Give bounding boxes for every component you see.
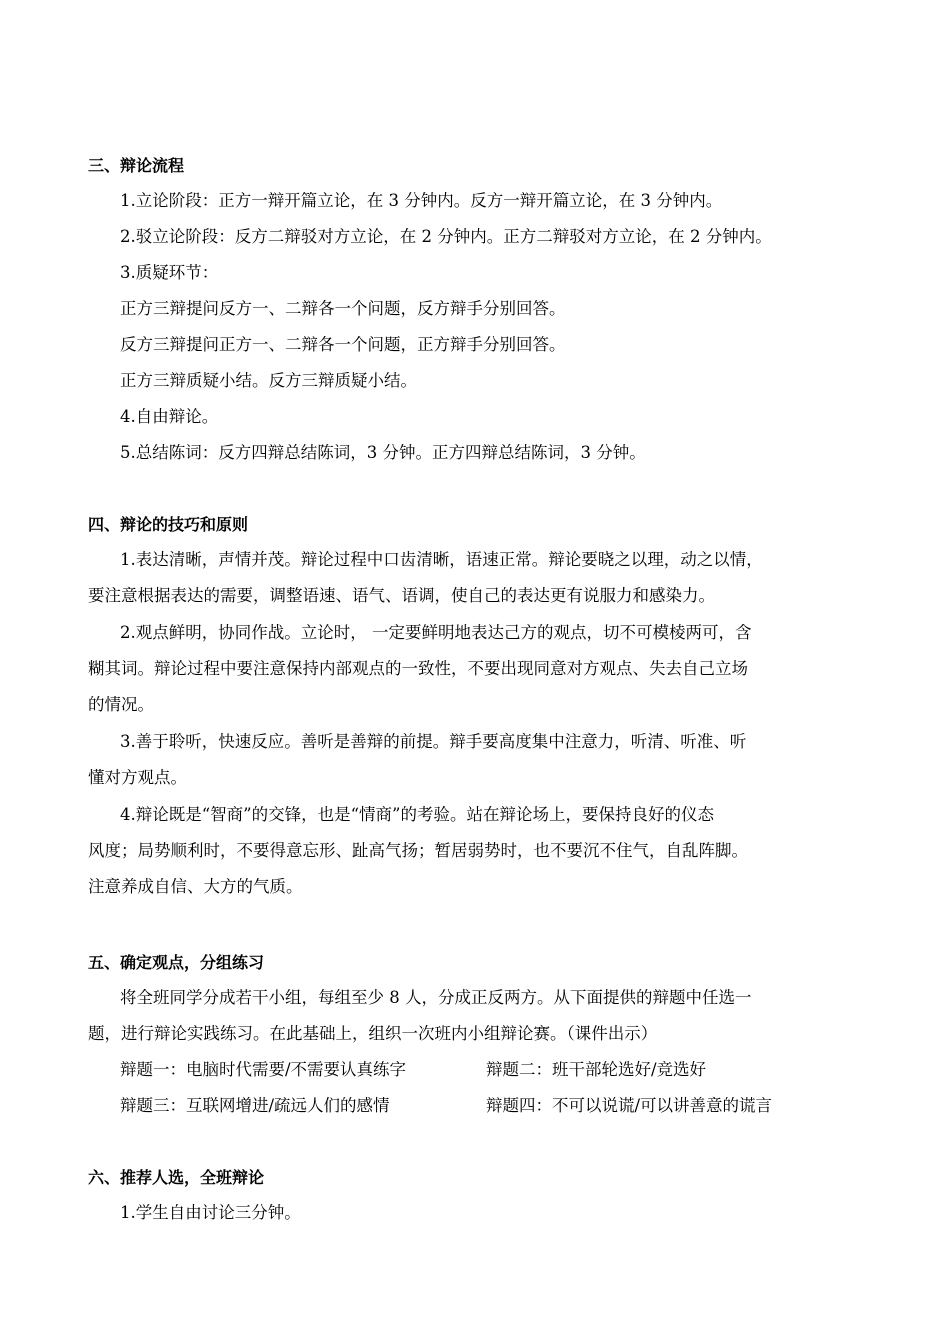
paragraph-line: 1.立论阶段：正方一辩开篇立论，在 3 分钟内。反方一辩开篇立论，在 3 分钟内。 <box>120 191 723 210</box>
paragraph-line: 注意养成自信、大方的气质。 <box>88 877 303 896</box>
debate-topic-3: 辩题三：互联网增进/疏远人们的感情 <box>120 1096 390 1115</box>
debate-topic-4: 辩题四：不可以说谎/可以讲善意的谎言 <box>486 1096 773 1115</box>
paragraph-line: 将全班同学分成若干小组，每组至少 8 人，分成正反两方。从下面提供的辩题中任选一 <box>120 988 752 1007</box>
paragraph-line: 2.驳立论阶段：反方二辩驳对方立论，在 2 分钟内。正方二辩驳对方立论，在 2 分钟内。 <box>120 227 772 246</box>
paragraph-line: 要注意根据表达的需要，调整语速、语气、语调，使自己的表达更有说服力和感染力。 <box>88 586 715 605</box>
paragraph-line: 3.质疑环节： <box>120 263 219 282</box>
section-heading-debate-process: 三、辩论流程 <box>88 156 185 175</box>
paragraph-line: 5.总结陈词：反方四辩总结陈词，3 分钟。正方四辩总结陈词，3 分钟。 <box>120 443 646 462</box>
section-heading-class-debate: 六、推荐人选，全班辩论 <box>88 1168 265 1187</box>
paragraph-line: 正方三辩提问反方一、二辩各一个问题，反方辩手分别回答。 <box>120 299 566 318</box>
paragraph-line: 4.辩论既是“智商”的交锋，也是“情商”的考验。站在辩论场上，要保持良好的仪态 <box>120 805 714 824</box>
paragraph-line: 糊其词。辩论过程中要注意保持内部观点的一致性，不要出现同意对方观点、失去自己立场 <box>88 659 748 678</box>
paragraph-line: 2.观点鲜明，协同作战。立论时， 一定要鲜明地表达己方的观点，切不可模棱两可，含 <box>120 623 752 642</box>
paragraph-line: 1.学生自由讨论三分钟。 <box>120 1203 301 1222</box>
paragraph-line: 懂对方观点。 <box>88 768 187 787</box>
debate-topic-1: 辩题一：电脑时代需要/不需要认真练字 <box>120 1060 407 1079</box>
debate-topic-2: 辩题二：班干部轮选好/竞选好 <box>486 1060 707 1079</box>
paragraph-line: 3.善于聆听，快速反应。善听是善辩的前提。辩手要高度集中注意力，听清、听准、听 <box>120 732 747 751</box>
section-heading-skills-principles: 四、辩论的技巧和原则 <box>88 515 249 534</box>
paragraph-line: 正方三辩质疑小结。反方三辩质疑小结。 <box>120 371 417 390</box>
section-heading-group-practice: 五、确定观点，分组练习 <box>88 953 265 972</box>
paragraph-line: 4.自由辩论。 <box>120 407 219 426</box>
paragraph-line: 1.表达清晰，声情并茂。辩论过程中口齿清晰，语速正常。辩论要晓之以理，动之以情， <box>120 550 763 569</box>
paragraph-line: 反方三辩提问正方一、二辩各一个问题，正方辩手分别回答。 <box>120 335 566 354</box>
paragraph-line: 题，进行辩论实践练习。在此基础上，组织一次班内小组辩论赛。（课件出示） <box>88 1024 658 1043</box>
paragraph-line: 风度；局势顺利时，不要得意忘形、趾高气扬；暂居弱势时，也不要沉不住气，自乱阵脚。 <box>88 841 748 860</box>
paragraph-line: 的情况。 <box>88 695 154 714</box>
